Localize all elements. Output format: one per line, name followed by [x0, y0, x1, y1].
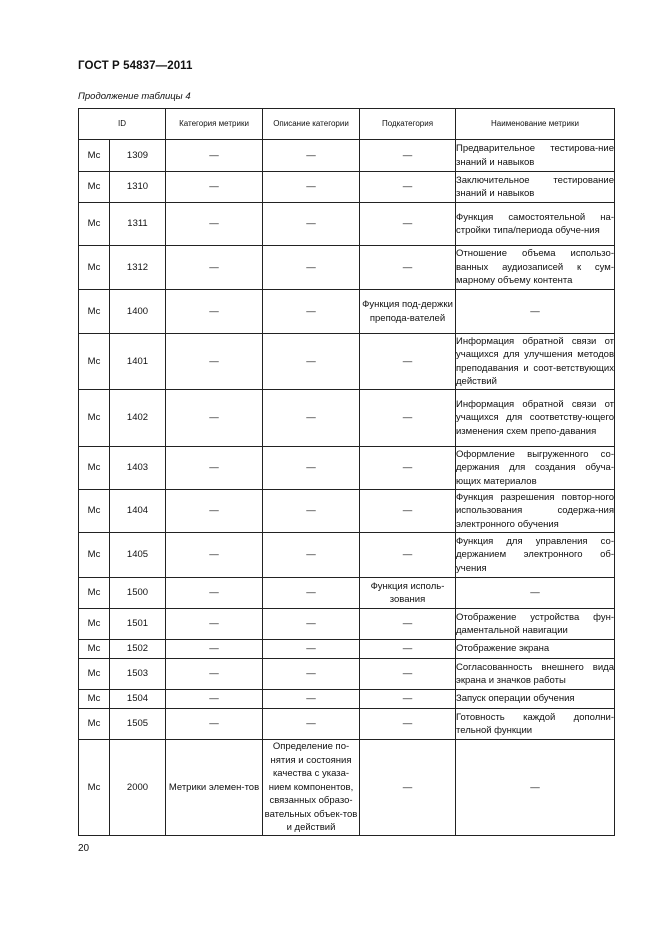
cell-description: —: [263, 533, 360, 578]
cell-category: —: [166, 533, 263, 578]
cell-prefix: Мс: [79, 172, 110, 203]
column-header-id: ID: [79, 109, 166, 140]
table-row: [79, 740, 615, 836]
cell-name: —: [456, 740, 615, 836]
cell-category: —: [166, 490, 263, 533]
cell-id: 1503: [110, 659, 166, 690]
table-row: [79, 447, 615, 490]
cell-description: —: [263, 203, 360, 246]
table-row: [79, 390, 615, 447]
cell-subcategory: —: [360, 690, 456, 709]
cell-category: —: [166, 447, 263, 490]
cell-prefix: Мс: [79, 246, 110, 290]
cell-id: 1402: [110, 390, 166, 447]
cell-name: Отношение объема использо-ванных аудиозаписей к сум-марному объему контента: [456, 246, 615, 290]
cell-prefix: Мс: [79, 578, 110, 609]
cell-description: —: [263, 659, 360, 690]
cell-prefix: Мс: [79, 390, 110, 447]
cell-category: —: [166, 290, 263, 334]
cell-name: Готовность каждой дополни-тельной функции: [456, 709, 615, 740]
table-row: [79, 690, 615, 709]
cell-name: Отображение устройства фун-даментальной навигации: [456, 609, 615, 640]
cell-id: 1500: [110, 578, 166, 609]
cell-description: —: [263, 140, 360, 172]
cell-id: 1404: [110, 490, 166, 533]
cell-id: 1401: [110, 334, 166, 390]
cell-category: —: [166, 140, 263, 172]
cell-category: —: [166, 709, 263, 740]
cell-name: Функция самостоятельной на-стройки типа/периода обуче-ния: [456, 203, 615, 246]
cell-subcategory: —: [360, 640, 456, 659]
cell-category: —: [166, 640, 263, 659]
cell-name: Отображение экрана: [456, 640, 615, 659]
table-row: [79, 334, 615, 390]
cell-prefix: Мс: [79, 334, 110, 390]
cell-subcategory: —: [360, 533, 456, 578]
cell-category: —: [166, 690, 263, 709]
cell-subcategory: —: [360, 140, 456, 172]
cell-name: Согласованность внешнего вида экрана и значков работы: [456, 659, 615, 690]
cell-subcategory: —: [360, 609, 456, 640]
cell-subcategory: —: [360, 334, 456, 390]
cell-prefix: Мс: [79, 640, 110, 659]
table-row: [79, 709, 615, 740]
cell-category: —: [166, 659, 263, 690]
cell-name: —: [456, 290, 615, 334]
column-header-description: Описание категории: [263, 109, 360, 140]
table-body: [79, 140, 615, 836]
table-row: [79, 659, 615, 690]
cell-subcategory: Функция исполь-зования: [360, 578, 456, 609]
cell-id: 1504: [110, 690, 166, 709]
cell-description: Определение по-нятия и состояния качества с указа-нием компонентов, связанных образо-вательных объек-тов и действий: [263, 740, 360, 836]
table-row: [79, 578, 615, 609]
table-header-row: [79, 109, 615, 140]
table-row: [79, 203, 615, 246]
column-header-name: Наименование метрики: [456, 109, 615, 140]
cell-prefix: Мс: [79, 140, 110, 172]
cell-name: Оформление выгруженного со-держания для создания обуча-ющих материалов: [456, 447, 615, 490]
cell-prefix: Мс: [79, 609, 110, 640]
cell-name: Функция разрешения повтор-ного использования содержа-ния электронного обучения: [456, 490, 615, 533]
cell-description: —: [263, 290, 360, 334]
cell-description: —: [263, 172, 360, 203]
table-caption: Продолжение таблицы 4: [78, 91, 191, 102]
cell-name: Предварительное тестирова-ние знаний и навыков: [456, 140, 615, 172]
table-row: [79, 490, 615, 533]
cell-description: —: [263, 609, 360, 640]
cell-id: 1400: [110, 290, 166, 334]
table-row: [79, 172, 615, 203]
cell-id: 2000: [110, 740, 166, 836]
cell-subcategory: —: [360, 490, 456, 533]
cell-category: —: [166, 203, 263, 246]
cell-id: 1405: [110, 533, 166, 578]
table-row: [79, 140, 615, 172]
cell-prefix: Мс: [79, 533, 110, 578]
table-row: [79, 640, 615, 659]
cell-description: —: [263, 578, 360, 609]
cell-id: 1403: [110, 447, 166, 490]
cell-subcategory: —: [360, 709, 456, 740]
column-header-category: Категория метрики: [166, 109, 263, 140]
cell-prefix: Мс: [79, 203, 110, 246]
cell-name: Заключительное тестирование знаний и навыков: [456, 172, 615, 203]
table-row: [79, 290, 615, 334]
cell-id: 1311: [110, 203, 166, 246]
table-row: [79, 246, 615, 290]
cell-prefix: Мс: [79, 709, 110, 740]
cell-description: —: [263, 334, 360, 390]
cell-category: —: [166, 390, 263, 447]
cell-id: 1312: [110, 246, 166, 290]
cell-description: —: [263, 690, 360, 709]
cell-subcategory: —: [360, 203, 456, 246]
cell-id: 1310: [110, 172, 166, 203]
cell-name: Информация обратной связи от учащихся для соответству-ющего изменения схем препо-давания: [456, 390, 615, 447]
cell-description: —: [263, 640, 360, 659]
cell-category: —: [166, 246, 263, 290]
cell-subcategory: —: [360, 740, 456, 836]
cell-subcategory: —: [360, 172, 456, 203]
metrics-table: [78, 108, 615, 836]
cell-description: —: [263, 447, 360, 490]
cell-subcategory: Функция под-держки препода-вателей: [360, 290, 456, 334]
cell-category: —: [166, 334, 263, 390]
cell-id: 1309: [110, 140, 166, 172]
cell-prefix: Мс: [79, 490, 110, 533]
cell-name: —: [456, 578, 615, 609]
document-code: ГОСТ Р 54837—2011: [78, 60, 193, 72]
cell-subcategory: —: [360, 390, 456, 447]
cell-description: —: [263, 490, 360, 533]
cell-description: —: [263, 390, 360, 447]
cell-name: Информация обратной связи от учащихся для улучшения методов преподавания и соот-ветствующих действий: [456, 334, 615, 390]
cell-category: —: [166, 609, 263, 640]
cell-subcategory: —: [360, 246, 456, 290]
table-row: [79, 533, 615, 578]
cell-subcategory: —: [360, 659, 456, 690]
cell-category: —: [166, 578, 263, 609]
column-header-subcategory: Подкатегория: [360, 109, 456, 140]
cell-name: Функция для управления со-держанием электронного об-учения: [456, 533, 615, 578]
cell-prefix: Мс: [79, 690, 110, 709]
cell-description: —: [263, 709, 360, 740]
cell-prefix: Мс: [79, 447, 110, 490]
page-number: 20: [78, 843, 90, 854]
cell-name: Запуск операции обучения: [456, 690, 615, 709]
cell-prefix: Мс: [79, 740, 110, 836]
cell-prefix: Мс: [79, 659, 110, 690]
cell-description: —: [263, 246, 360, 290]
cell-category: —: [166, 172, 263, 203]
cell-id: 1502: [110, 640, 166, 659]
cell-prefix: Мс: [79, 290, 110, 334]
cell-subcategory: —: [360, 447, 456, 490]
cell-id: 1501: [110, 609, 166, 640]
table-row: [79, 609, 615, 640]
cell-id: 1505: [110, 709, 166, 740]
cell-category: Метрики элемен-тов: [166, 740, 263, 836]
